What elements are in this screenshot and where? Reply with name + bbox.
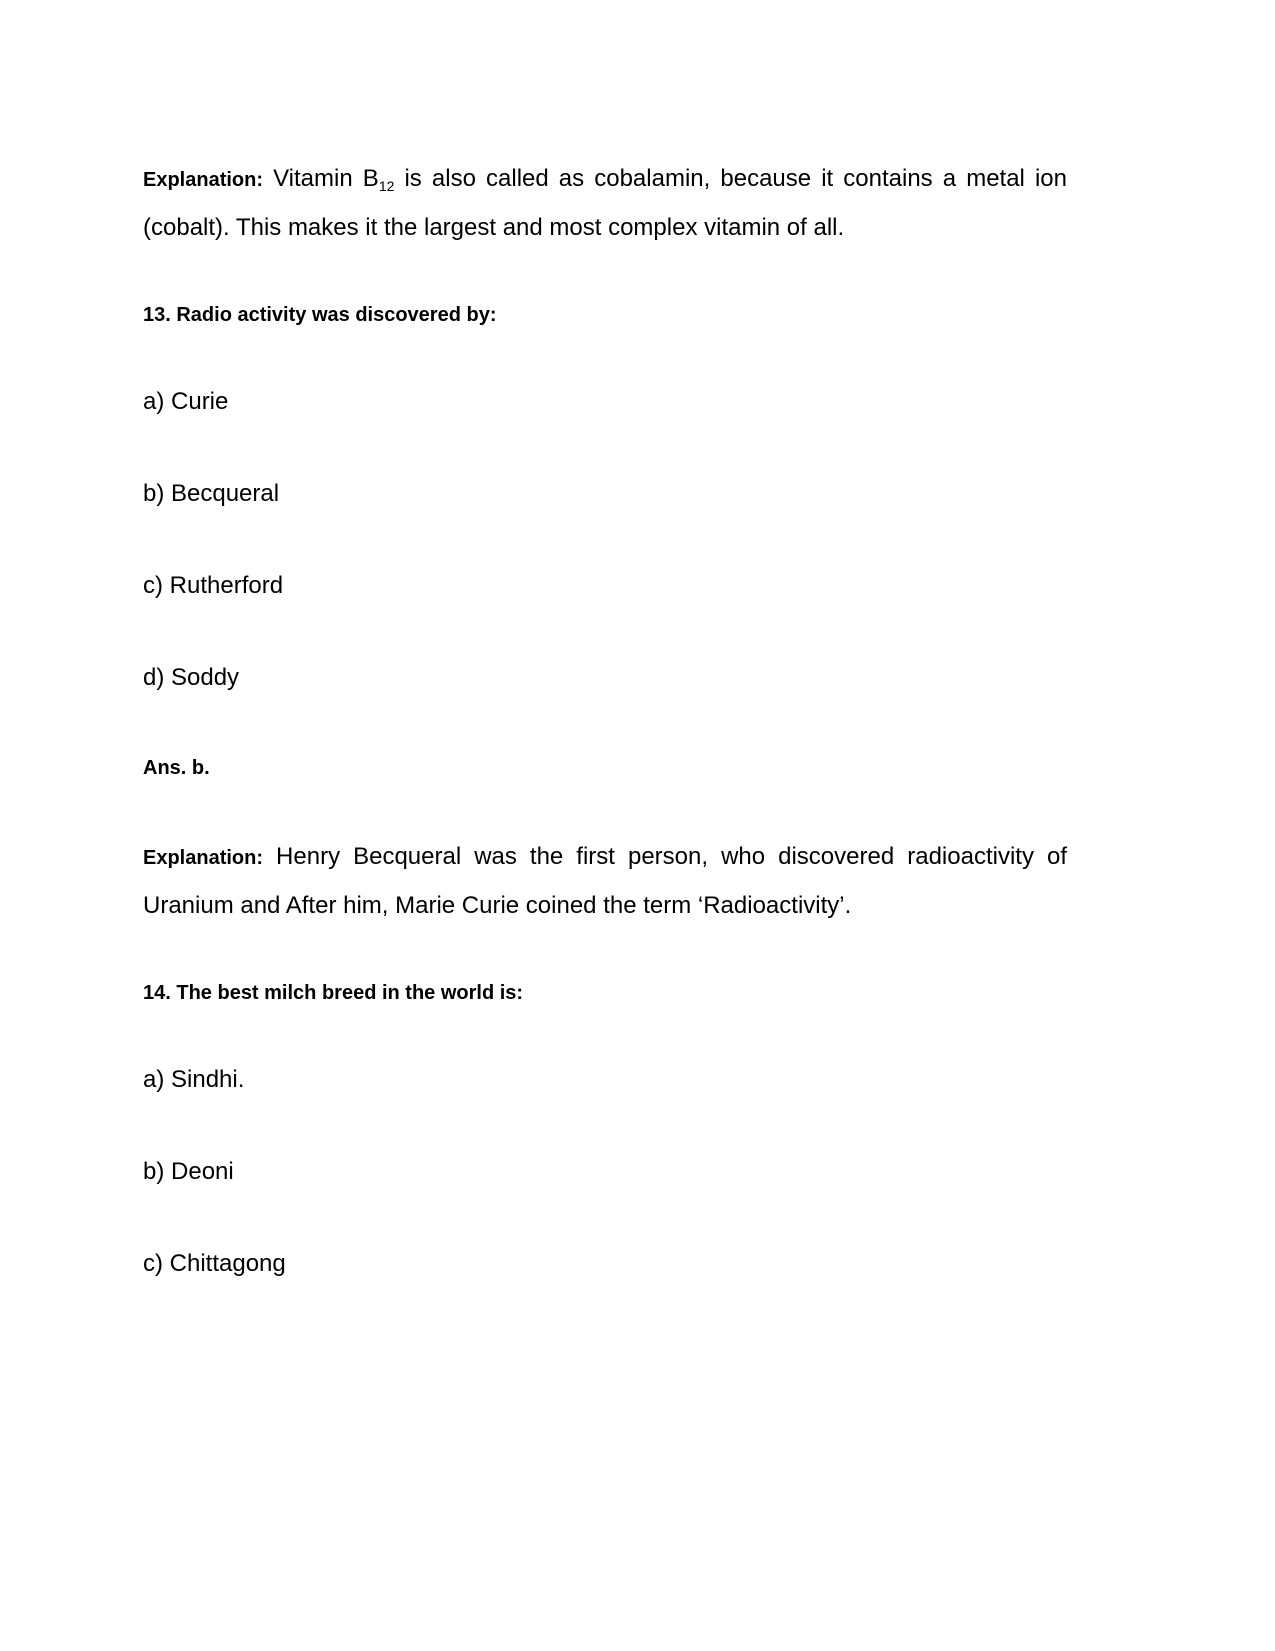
explanation-text-rest: is also called as cobalamin, because it contains a metal ion [394,165,1068,192]
explanation-13 [143,833,1067,929]
question-13: 13. Radio activity was discovered by: [143,304,497,326]
option-a: a) Sindhi. [143,1066,245,1093]
explanation-text-start: Vitamin B [273,165,379,192]
explanation-label: Explanation: [143,847,264,869]
option-a: a) Curie [143,388,229,415]
subscript: 12 [378,178,395,194]
option-b: b) Becqueral [143,480,280,507]
explanation-text: Henry Becqueral was the first person, who discovered radioactivity of Uranium and After him, Marie Curie coined the term ‘Radioactivity’. [143,843,1067,919]
explanation-label: Explanation: [143,169,264,191]
explanation-text-line2: (cobalt). This makes it the largest and most complex vitamin of all. [143,214,845,241]
option-b: b) Deoni [143,1158,234,1185]
answer-13: Ans. b. [143,757,210,779]
question-14: 14. The best milch breed in the world is: [143,982,524,1004]
option-c: c) Rutherford [143,572,284,599]
explanation-vitamin-b12 [143,155,1067,251]
option-d: d) Soddy [143,664,240,691]
option-c: c) Chittagong [143,1250,286,1277]
